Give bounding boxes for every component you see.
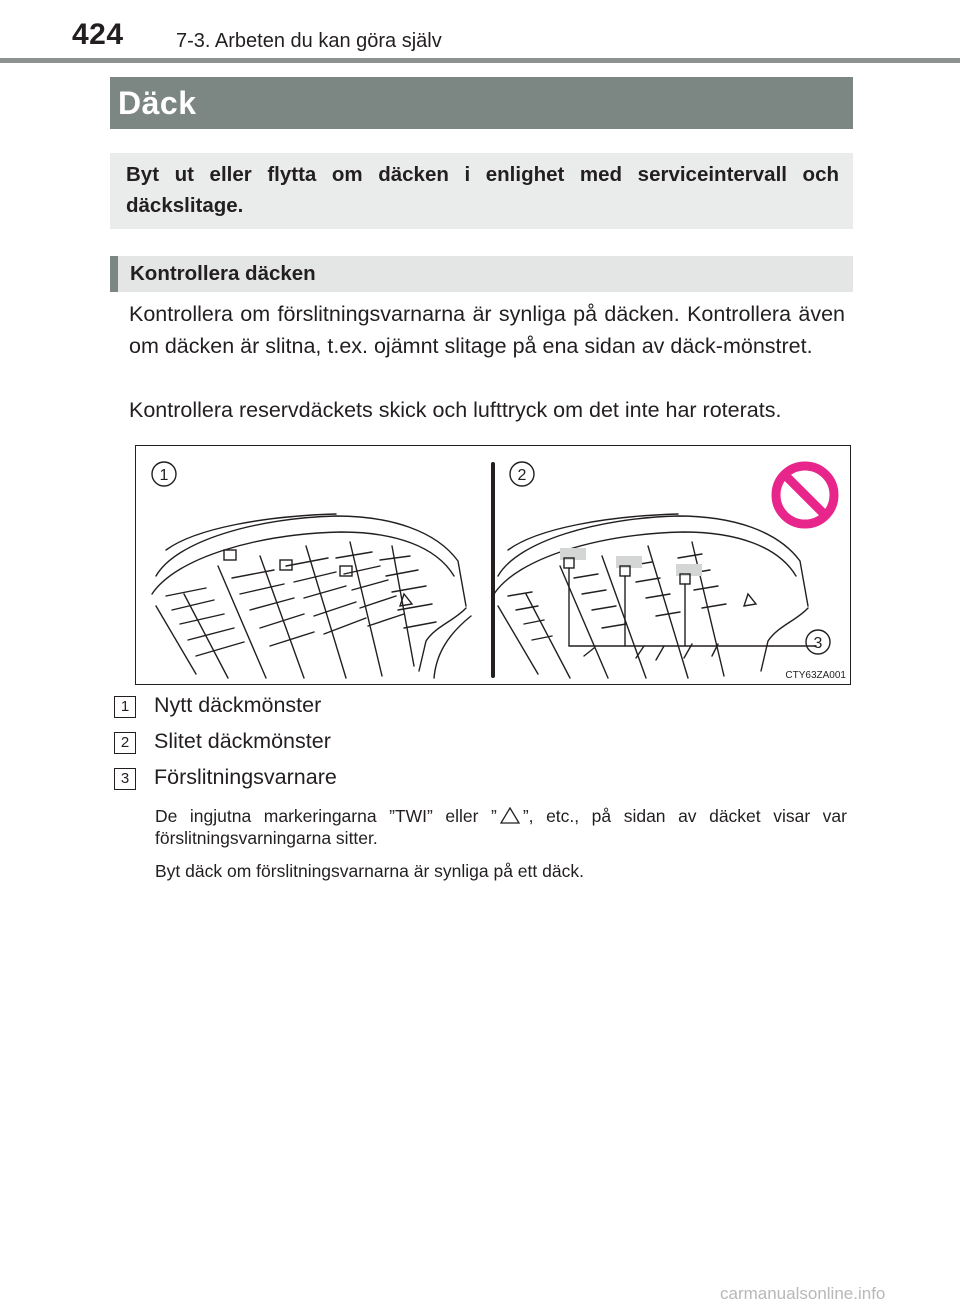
legend-label-1: Nytt däckmönster: [154, 693, 322, 717]
page-title-bar: [110, 77, 853, 129]
section-breadcrumb: 7-3. Arbeten du kan göra själv: [176, 30, 442, 52]
legend-label-3: Förslitningsvarnare: [154, 765, 337, 789]
prohibited-icon: [776, 466, 834, 524]
intro-text: Byt ut eller flytta om däcken i enlighet med serviceintervall och däckslitage.: [126, 163, 839, 217]
subsection-accent: [110, 256, 118, 292]
callout-1: 1: [159, 467, 169, 484]
page-title: Däck: [118, 85, 197, 121]
body-paragraph-2: Kontrollera reservdäckets skick och lufttryck om det inte har roterats.: [129, 398, 782, 422]
tire-wear-figure: [135, 445, 851, 685]
note-twi-part1: De ingjutna markeringarna ”TWI” eller ”: [155, 806, 497, 826]
note-twi-part2: ”, etc., på sidan av däcket visar var förslitningsvarningarna sitter.: [155, 806, 847, 848]
note-twi: [155, 805, 847, 849]
subsection-title: Kontrollera däcken: [130, 262, 316, 285]
figure-code: CTY63ZA001: [785, 670, 846, 681]
new-tread-tire: [152, 514, 471, 678]
legend-label-2: Slitet däckmönster: [154, 729, 331, 753]
callout-3: 3: [813, 635, 823, 652]
body-paragraph-1: Kontrollera om förslitningsvarnarna är synliga på däcken. Kontrollera även om däcken är slitna, t.ex. ojämnt slitage på ena sidan av däck-mönstret.: [129, 302, 845, 358]
legend-number-2: 2: [114, 732, 136, 754]
page-number: 424: [72, 18, 124, 51]
worn-tread-tire: [494, 514, 816, 678]
intro-box: [110, 153, 853, 229]
subsection-header: [110, 256, 853, 292]
triangle-icon: [500, 807, 520, 824]
tire-illustration: [136, 446, 852, 686]
header-divider: [0, 58, 960, 63]
note-replace: Byt däck om förslitningsvarnarna är synliga på ett däck.: [155, 861, 584, 881]
legend-number-1: 1: [114, 696, 136, 718]
watermark: carmanualsonline.info: [720, 1284, 886, 1303]
callout-2: 2: [517, 467, 527, 484]
legend-number-3: 3: [114, 768, 136, 790]
